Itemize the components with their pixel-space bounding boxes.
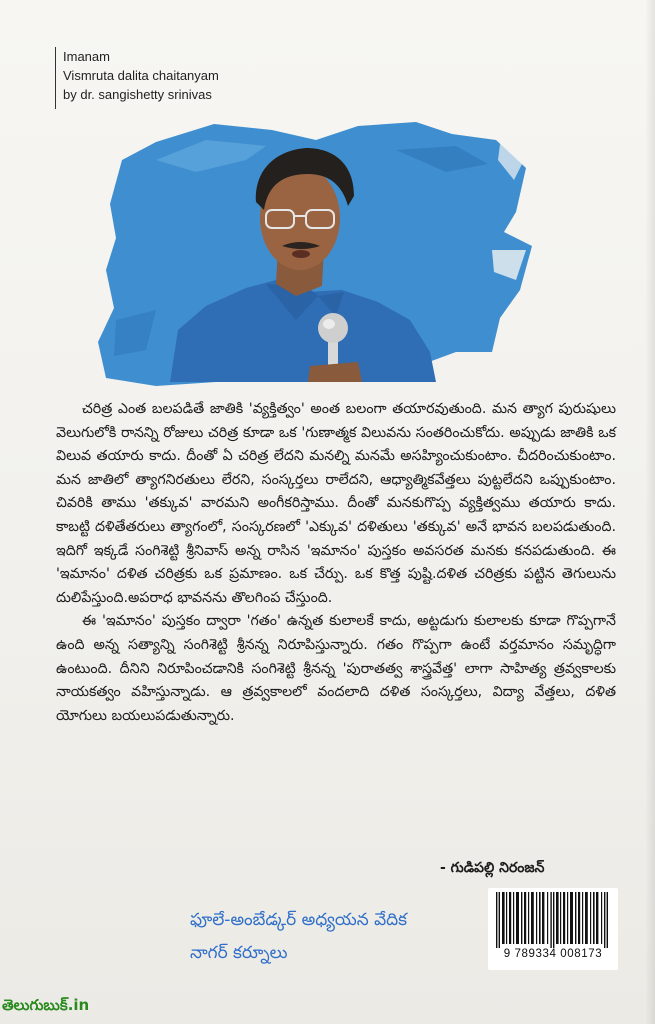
publisher-name: ఫూలే-అంబేడ్కర్ అధ్యయన వేదిక [190,910,408,930]
blurb-paragraph-1: చరిత్ర ఎంత బలపడితే జాతికి 'వ్యక్తిత్వం' అంత బలంగా తయారవుతుంది. మన త్యాగ పురుషులు వెలుగులోకి రానన్ని రోజులు చరిత్ర కూడా ఒక 'గుణాత్మక విలువను సంతరించుకోదు. అప్పుడు జాతికి ఒక విలువ తయారు కాదు. దీంతో ఏ చరిత్ర లేదని మనల్ని మనమే అసహ్యించుకుంటాం. చీదరించుకుంటాం. మన జాతిలో త్యాగనిరతులు లేరని, సంస్కర్తలు రాలేదని, ఆధ్యాత్మికవేత్తలు పుట్టలేదని ఒప్పుకుంటాం. చివరికి తాము 'తక్కువ' వారమని అంగీకరిస్తాము. దీంతో మనకుగొప్ప వ్యక్తిత్వము తయారు కాదు. కాబట్టి దళితేతరులు త్యాగంలో, సంస్కరణలో 'ఎక్కువ' దళితులు 'తక్కువ' అనే భావన బలపడుతుంది. ఇదిగో ఇక్కడే సంగిశెట్టి శ్రీనివాస్ అన్న రాసిన 'ఇమానం' పుస్తకం అవసరత మనకు కనపడుతుంది. ఈ 'ఇమానం' దళిత చరిత్రకు ఒక ప్రమాణం. ఒక చేర్పు. ఒక కొత్త పుష్టి.దళిత చరిత్రకు పట్టిన తెగులును దులిపేస్తుంది.అపరాధ భావనను తొలగింప చేస్తుంది. [56,401,616,606]
isbn-barcode [488,888,618,970]
back-cover-blurb [56,398,616,728]
page-edge-shadow [645,0,655,1024]
author-photo [96,120,534,388]
blurb-signature: - గుడిపల్లి నిరంజన్ [440,860,545,876]
site-watermark: తెలుగుబుక్.in [2,996,90,1014]
book-author-english: by dr. sangishetty srinivas [63,87,212,102]
barcode-bars [494,892,612,948]
publisher-block [190,904,490,970]
book-subtitle-english: Vismruta dalita chaitanyam [63,68,219,83]
publisher-location: నాగర్ కర్నూలు [190,943,288,963]
isbn-number: 9 789334 008173 [503,948,603,960]
book-title-english: Imanam [63,49,110,64]
blurb-paragraph-2: ఈ 'ఇమానం' పుస్తకం ద్వారా 'గతం' ఉన్నత కులాలకే కాదు, అట్టడుగు కులాలకు కూడా గొప్పగానే ఉంది అన్న సత్యాన్ని సంగిశెట్టి శ్రీనన్న నిరూపిస్తున్నారు. గతం గొప్పగా ఉంటే వర్తమానం సమృద్ధిగా ఉంటుంది. దీనిని నిరూపించడానికి సంగిశెట్టి శ్రీనన్న 'పురాతత్వ శాస్త్రవేత్త' లాగా సాహిత్య త్రవ్వకాలకు నాయకత్వం వహిస్తున్నాడు. ఆ త్రవ్వకాలలో వందలాది దళిత సంస్కర్తలు, విద్యా వేత్తలు, దళిత యోగులు బయలుపడుతున్నారు. [56,613,616,724]
book-info [55,47,313,109]
